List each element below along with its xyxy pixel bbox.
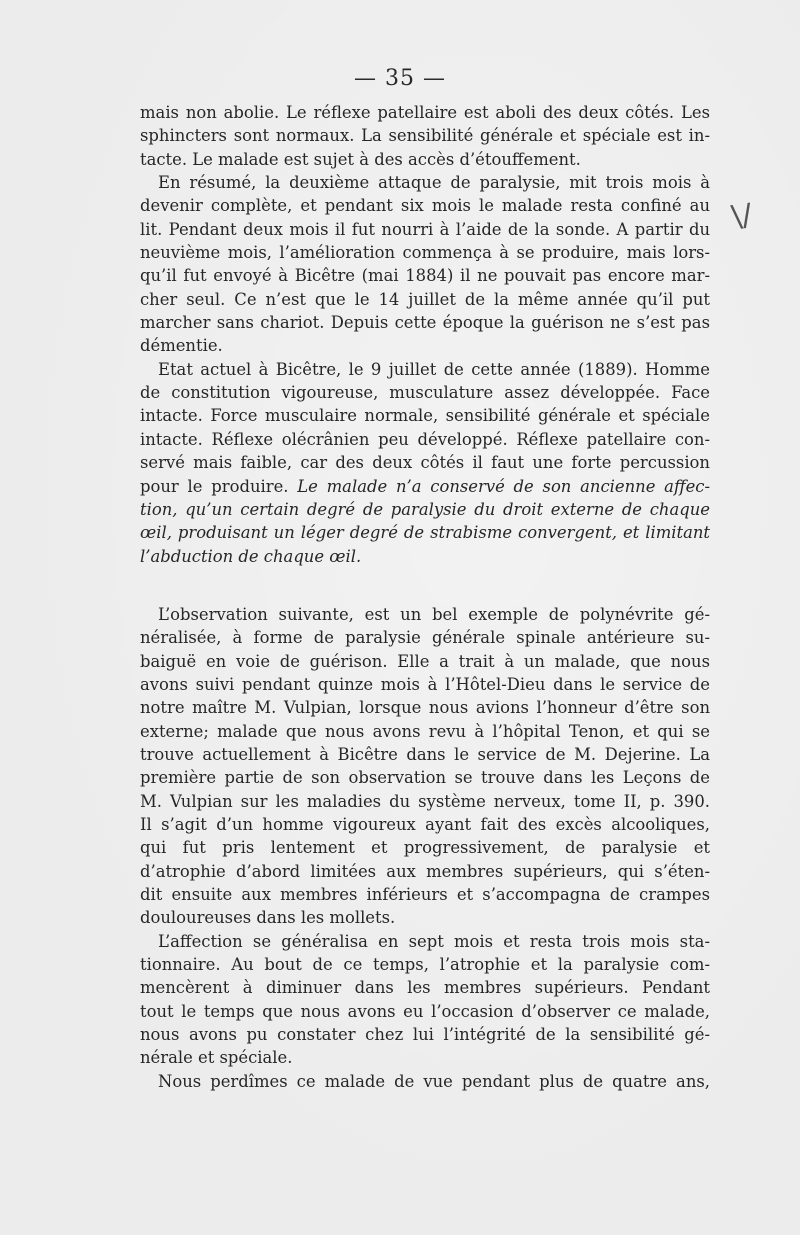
paragraph-continuation bbox=[140, 101, 710, 171]
text-run: pour le produire. bbox=[140, 476, 289, 496]
italic-line: l’abduction de chaque œil. bbox=[140, 546, 362, 566]
text-line: qui fut pris lentement et progressivement, de paralysie et bbox=[140, 838, 710, 858]
page-number: — 35 — bbox=[354, 66, 446, 91]
text-line: L’affection se généralisa en sept mois et resta trois mois sta- bbox=[158, 931, 710, 951]
text-line: avons suivi pendant quinze mois à l’Hôtel-Dieu dans le service de bbox=[140, 674, 710, 694]
text-line: marcher sans chariot. Depuis cette époque la guérison ne s’est pas bbox=[140, 313, 710, 333]
text-line: servé mais faible, car des deux côtés il faut une forte percussion bbox=[140, 453, 710, 473]
text-line: néralisée, à forme de paralysie générale spinale antérieure su- bbox=[140, 628, 710, 648]
text-line: démentie. bbox=[140, 336, 223, 356]
paragraph-gap bbox=[140, 568, 710, 603]
paragraph-perdimes bbox=[140, 1070, 710, 1093]
italic-line: œil, produisant un léger degré de strabisme convergent, et limitant bbox=[140, 523, 710, 543]
paragraph-affection bbox=[140, 930, 710, 1070]
text-line: première partie de son observation se trouve dans les Leçons de bbox=[140, 768, 710, 788]
body-text bbox=[140, 101, 710, 1093]
paragraph-resume bbox=[140, 171, 710, 358]
text-line: tacte. Le malade est sujet à des accès d’étouffement. bbox=[140, 149, 581, 169]
text-line: L’observation suivante, est un bel exemple de polynévrite gé- bbox=[158, 604, 710, 624]
text-line: En résumé, la deuxième attaque de paralysie, mit trois mois à bbox=[158, 173, 710, 193]
text-line: dit ensuite aux membres inférieurs et s’accompagna de crampes bbox=[140, 885, 710, 904]
text-line: Nous perdîmes ce malade de vue pendant plus de quatre ans, bbox=[158, 1071, 710, 1091]
text-line-mixed bbox=[140, 475, 710, 498]
text-line: intacte. Force musculaire normale, sensibilité générale et spéciale bbox=[140, 406, 710, 426]
text-line: notre maître M. Vulpian, lorsque nous avions l’honneur d’être son bbox=[140, 698, 710, 718]
text-line: devenir complète, et pendant six mois le malade resta confiné au bbox=[140, 196, 710, 216]
text-line: Etat actuel à Bicêtre, le 9 juillet de cette année (1889). Homme bbox=[158, 359, 710, 379]
italic-run: Le malade n’a conservé de son ancienne affec- bbox=[288, 476, 710, 496]
paragraph-etat-actuel bbox=[140, 358, 710, 568]
text-line: nous avons pu constater chez lui l’intégrité de la sensibilité gé- bbox=[140, 1025, 710, 1045]
text-line: trouve actuellement à Bicêtre dans le service de M. Dejerine. La bbox=[140, 744, 710, 764]
text-line: M. Vulpian sur les maladies du système nerveux, tome II, p. 390. bbox=[140, 791, 710, 811]
text-line: externe; malade que nous avons revu à l’hôpital Tenon, et qui se bbox=[140, 721, 710, 741]
text-line: nérale et spéciale. bbox=[140, 1048, 293, 1068]
text-line: baiguë en voie de guérison. Elle a trait à un malade, que nous bbox=[140, 651, 710, 671]
text-line: d’atrophie d’abord limitées aux membres supérieurs, qui s’éten- bbox=[140, 861, 710, 881]
margin-pencil-mark: \/ bbox=[729, 197, 755, 235]
paragraph-observation bbox=[140, 603, 710, 930]
text-line: cher seul. Ce n’est que le 14 juillet de la même année qu’il put bbox=[140, 289, 710, 309]
text-line: intacte. Réflexe olécrânien peu développé. Réflexe patellaire con- bbox=[140, 429, 710, 449]
text-line: de constitution vigoureuse, musculature assez développée. Face bbox=[140, 383, 710, 403]
text-line: qu’il fut envoyé à Bicêtre (mai 1884) il ne pouvait pas encore mar- bbox=[140, 266, 710, 286]
text-line: tout le temps que nous avons eu l’occasion d’observer ce malade, bbox=[140, 1001, 710, 1021]
text-line: tionnaire. Au bout de ce temps, l’atrophie et la paralysie com- bbox=[140, 955, 710, 975]
text-line: lit. Pendant deux mois il fut nourri à l’aide de la sonde. A partir du bbox=[140, 219, 710, 239]
text-line: Il s’agit d’un homme vigoureux ayant fait des excès alcooliques, bbox=[140, 814, 710, 834]
text-line: douloureuses dans les mollets. bbox=[140, 908, 396, 928]
text-line: mencèrent à diminuer dans les membres supérieurs. Pendant bbox=[140, 978, 710, 998]
text-line: mais non abolie. Le réflexe patellaire est aboli des deux côtés. Les bbox=[140, 103, 710, 122]
italic-line: tion, qu’un certain degré de paralysie du droit externe de chaque bbox=[140, 499, 710, 519]
text-line: neuvième mois, l’amélioration commença à se produire, mais lors- bbox=[140, 243, 710, 263]
text-line: sphincters sont normaux. La sensibilité générale et spéciale est in- bbox=[140, 126, 710, 146]
